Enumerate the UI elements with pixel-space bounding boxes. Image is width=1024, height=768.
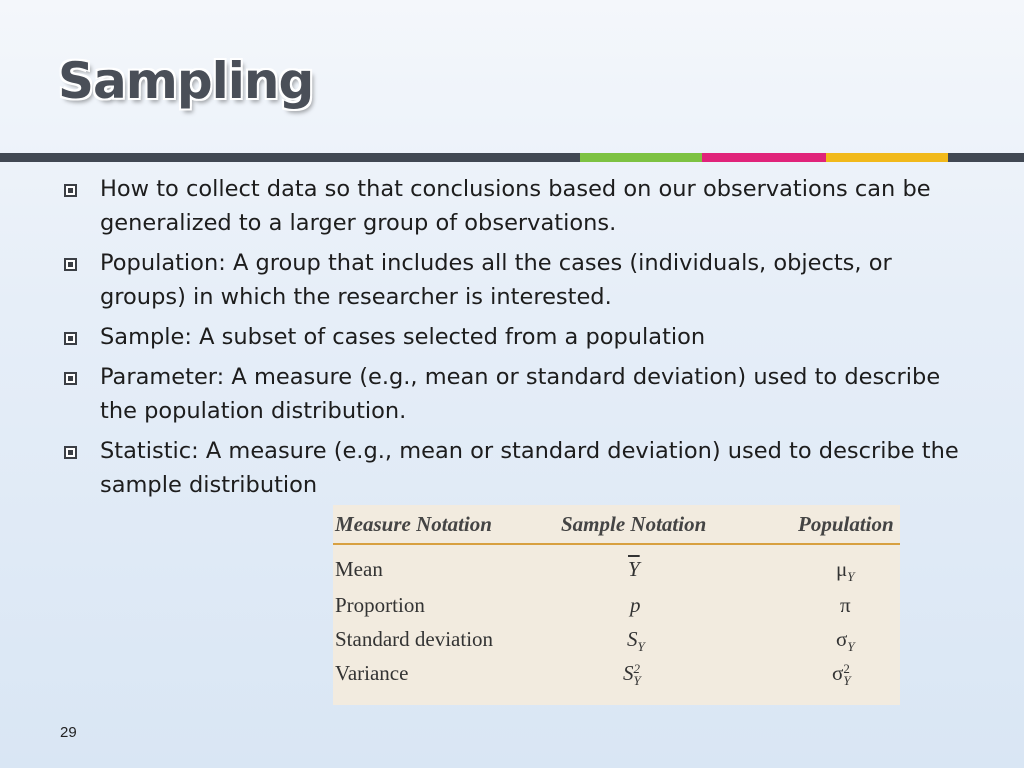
- sample-cell: p: [630, 593, 641, 617]
- bullet-text: Statistic: A measure (e.g., mean or standard deviation) used to describe the sample distribution: [100, 438, 959, 498]
- measure-cell: Mean: [335, 557, 383, 581]
- title-divider: [0, 153, 1024, 162]
- header-sample: Sample Notation: [561, 512, 707, 536]
- bullet-text: Sample: A subset of cases selected from a population: [100, 324, 706, 350]
- notation-table: [333, 505, 900, 705]
- measure-cell: Proportion: [335, 593, 425, 617]
- table-row: [333, 593, 900, 627]
- header-measure: Measure Notation: [335, 512, 492, 536]
- bullet-list: [60, 172, 980, 508]
- square-bullet-icon: [64, 446, 77, 459]
- page-number: 29: [60, 724, 77, 741]
- table-row: [333, 661, 900, 695]
- measure-cell: Standard deviation: [335, 627, 494, 651]
- table-row: [333, 627, 900, 661]
- bullet-text: How to collect data so that conclusions based on our observations can be generalized to a larger group of observations.: [100, 176, 931, 236]
- header-population: Population: [798, 512, 894, 536]
- divider-segment-green: [580, 153, 702, 162]
- population-cell: π: [840, 593, 851, 617]
- table-row: [333, 557, 900, 591]
- divider-segment-yellow: [826, 153, 948, 162]
- table-header: [333, 505, 900, 545]
- square-bullet-icon: [64, 258, 77, 271]
- population-cell: $\sigma_Y$: [836, 627, 855, 655]
- slide-title: Sampling: [58, 52, 314, 110]
- bullet-item: [60, 360, 980, 428]
- divider-segment-dark-end: [948, 153, 1024, 162]
- bullet-text: Population: A group that includes all the cases (individuals, objects, or groups) in which the researcher is interested.: [100, 250, 892, 310]
- sample-cell: $S_Y$: [627, 627, 645, 655]
- y-bar-symbol: $\overline{Y}$: [628, 557, 640, 581]
- bullet-text: Parameter: A measure (e.g., mean or standard deviation) used to describe the population distribution.: [100, 364, 941, 424]
- square-bullet-icon: [64, 332, 77, 345]
- divider-segment-pink: [702, 153, 826, 162]
- sample-cell: [628, 557, 640, 582]
- bullet-item: [60, 320, 980, 354]
- divider-segment-dark: [0, 153, 580, 162]
- population-cell: $\mu_Y$: [836, 557, 855, 585]
- square-bullet-icon: [64, 184, 77, 197]
- bullet-item: [60, 246, 980, 314]
- measure-cell: Variance: [335, 661, 409, 685]
- bullet-item: [60, 434, 980, 502]
- square-bullet-icon: [64, 372, 77, 385]
- sample-cell: S 2 Y: [623, 661, 641, 689]
- population-cell: σ 2 Y: [832, 661, 851, 689]
- bullet-item: [60, 172, 980, 240]
